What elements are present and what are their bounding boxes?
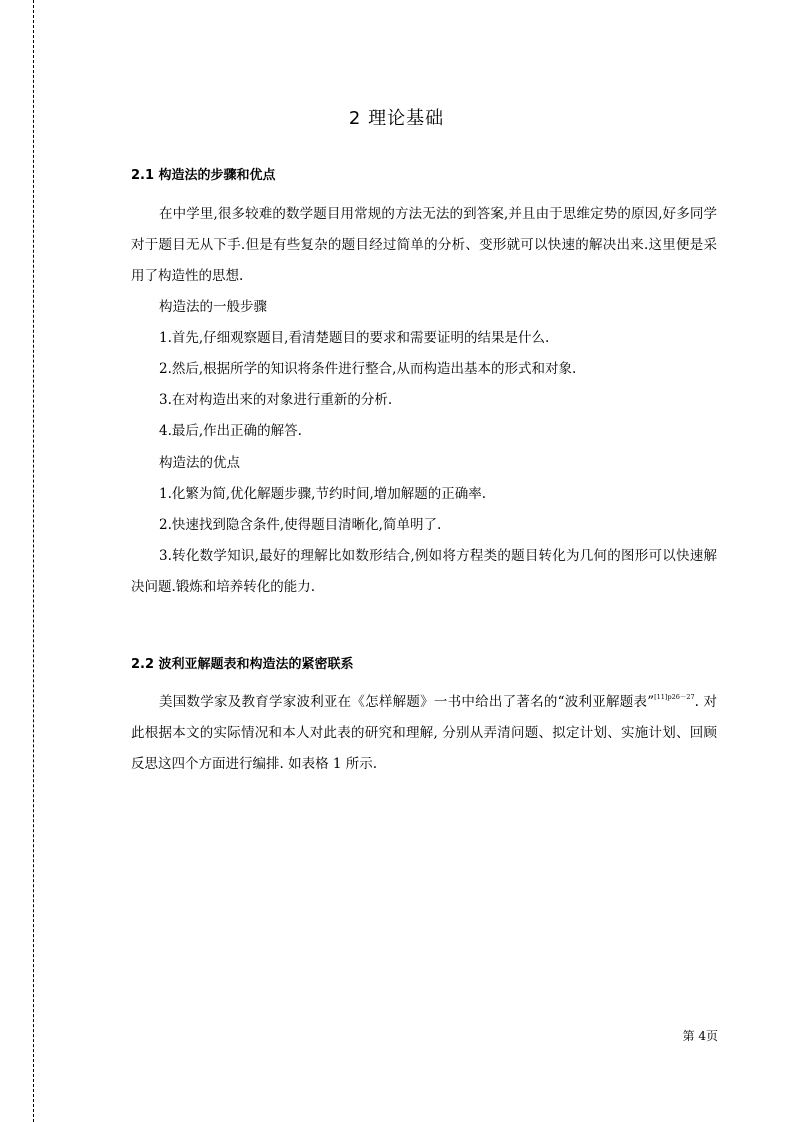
paragraph-text-part-2: . 对此根据本文的实际情况和本人对此表的研究和理解, 分别从弄清问题、拟定计划、实施计划、回顾反思这四个方面进行编排. 如表格 1 所示. xyxy=(131,694,717,772)
binding-dashed-line xyxy=(33,0,34,1122)
advantage-item-1: 1.化繁为简,优化解题步骤,节约时间,增加解题的正确率. xyxy=(159,486,487,502)
section-heading-2-1: 2.1 构造法的步骤和优点 xyxy=(131,168,276,183)
section-heading-2-2: 2.2 波利亚解题表和构造法的紧密联系 xyxy=(131,657,354,672)
steps-title: 构造法的一般步骤 xyxy=(159,299,267,315)
page-number: 第 4页 xyxy=(682,1029,718,1043)
advantage-item-3: 3.转化数学知识,最好的理解比如数形结合,例如将方程类的题目转化为几何的图形可以快速解决问题.锻炼和培养转化的能力. xyxy=(131,548,717,595)
citation-superscript: [11]p26－27 xyxy=(654,693,695,701)
step-item-1: 1.首先,仔细观察题目,看清楚题目的要求和需要证明的结果是什么. xyxy=(159,330,550,346)
step-item-3: 3.在对构造出来的对象进行重新的分析. xyxy=(159,392,393,408)
paragraph-text-part-1: 美国数学家及教育学家波利亚在《怎样解题》一书中给出了著名的“波利亚解题表” xyxy=(159,694,655,710)
chapter-title: 2 理论基础 xyxy=(348,108,445,129)
advantages-title: 构造法的优点 xyxy=(159,455,240,471)
section-intro-paragraph: 在中学里,很多较难的数学题目用常规的方法无法的到答案,并且由于思维定势的原因,好多同学对于题目无从下手.但是有些复杂的题目经过简单的分析、变形就可以快速的解决出来.这里便是采用了构造性的思想. xyxy=(131,206,717,284)
section-2-paragraph xyxy=(131,687,717,780)
advantage-item-2: 2.快速找到隐含条件,使得题目清晰化,简单明了. xyxy=(159,517,442,533)
step-item-4: 4.最后,作出正确的解答. xyxy=(159,423,302,439)
step-item-2: 2.然后,根据所学的知识将条件进行整合,从而构造出基本的形式和对象. xyxy=(159,361,577,377)
